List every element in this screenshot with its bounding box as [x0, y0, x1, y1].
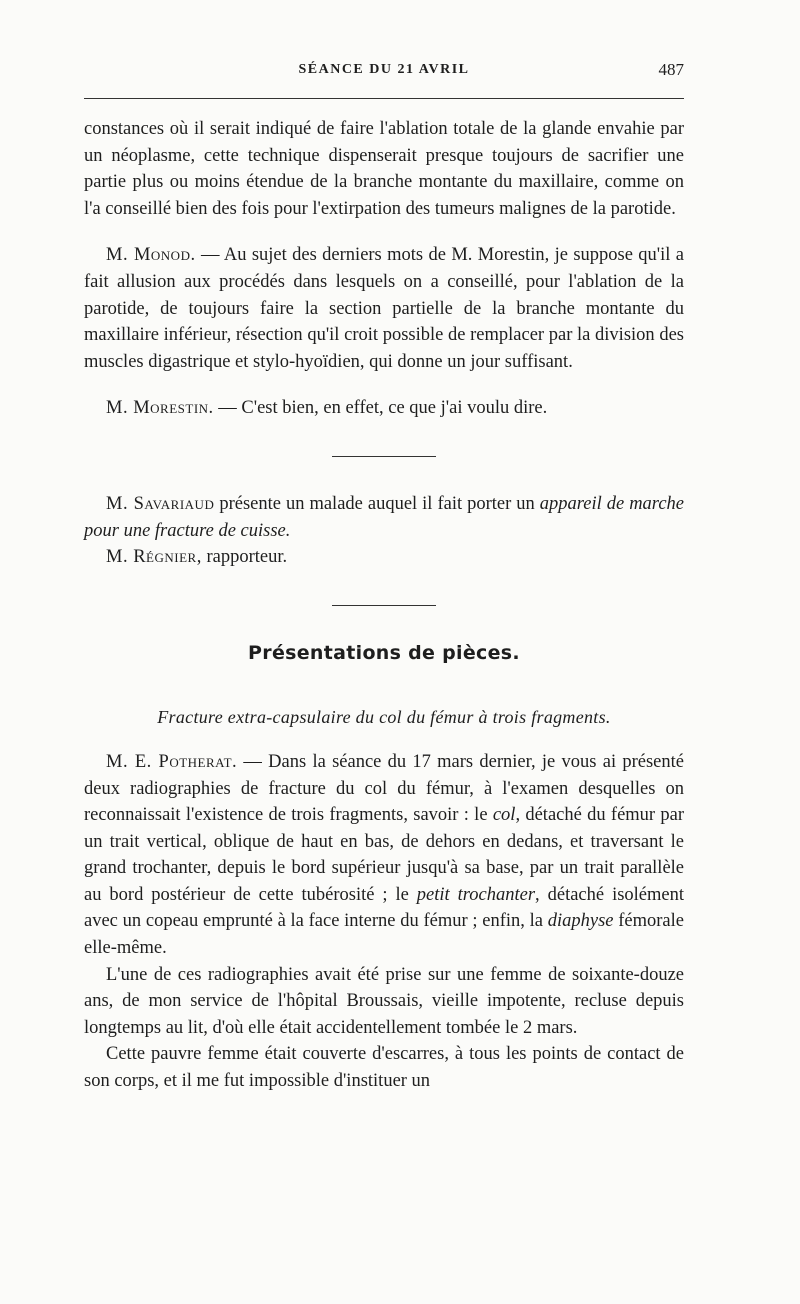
potherat-text-4: fémorale elle-même. — [84, 911, 684, 959]
savariaud-text: présente un malade auquel il fait porter un — [214, 493, 540, 514]
header-rule — [84, 98, 684, 99]
regnier-text: rapporteur. — [201, 547, 288, 568]
monod-text: — Au sujet des derniers mots de M. Morestin, je suppose qu'il a fait allusion aux procédés dans lesquels on a conseillé, pour l'ablation de la parotide, de toujours faire la section partielle de la branche montante du maxillaire inférieur, résection qu'il croit possible de remplacer par la division des muscles digastrique et stylo-hyoïdien, qui donne un jour suffisant. — [84, 245, 685, 372]
running-title: SÉANCE DU 21 AVRIL — [298, 62, 470, 77]
speaker-monod: M. Monod. — [106, 245, 196, 266]
separator-rule — [332, 605, 436, 606]
potherat-italic-col: col — [492, 805, 516, 826]
paragraph-cette: Cette pauvre femme était couverte d'escarres, à tous les points de contact de son corps, et il me fut impossible d'instituer un — [84, 1044, 684, 1092]
paragraph-continuation: constances où il serait indiqué de faire l'ablation totale de la glande envahie par un néoplasme, cette technique dispenserait presque toujours de sacrifier une partie plus ou moins étendue de la branche montante du maxillaire, comme on l'a conseillé bien des fois pour l'extirpation des tumeurs malignes de la parotide. — [84, 119, 684, 219]
paragraph-regnier — [84, 544, 684, 571]
page-header — [84, 62, 684, 84]
body-text — [84, 116, 684, 1095]
section-title: Présentations de pièces. — [248, 641, 520, 664]
speaker-morestin: M. Morestin. — [106, 398, 214, 419]
savariaud-italic: appareil de marche pour une fracture de cuisse. — [84, 493, 684, 541]
paragraph-potherat — [84, 749, 684, 962]
paragraph-morestin — [84, 395, 684, 422]
paragraph-savariaud — [84, 491, 684, 544]
potherat-text-3: , détaché isolément avec un copeau emprunté à la face interne du fémur ; enfin, la — [84, 884, 684, 932]
speaker-savariaud: M. Savariaud — [106, 493, 215, 514]
section-subtitle: Fracture extra-capsulaire du col du fémur à trois fragments. — [157, 707, 611, 728]
potherat-text-2: , détaché du fémur par un trait vertical, oblique de haut en bas, de dehors en dedans, et traversant le grand trochanter, depuis le bord supérieur jusqu'à sa base, par un trait parallèle au bord postérieur de cette tubérosité ; le — [84, 805, 684, 905]
page-number: 487 — [658, 60, 684, 79]
potherat-text-1: — Dans la séance du 17 mars dernier, je vous ai présenté deux radiographies de fracture du col du fémur, à l'examen desquelles on reconnaissait l'existence de trois fragments, savoir : le — [84, 751, 684, 826]
paragraph-une: L'une de ces radiographies avait été prise sur une femme de soixante-douze ans, de mon service de l'hôpital Broussais, vieille impotente, recluse depuis longtemps au lit, d'où elle était accidentellement tombée le 2 mars. — [84, 964, 684, 1038]
morestin-text: — C'est bien, en effet, ce que j'ai voulu dire. — [213, 398, 548, 419]
separator-rule — [332, 456, 436, 457]
speaker-regnier: M. Régnier, — [106, 547, 202, 568]
speaker-potherat: M. E. Potherat. — [106, 751, 238, 772]
potherat-italic-trochanter: petit trochanter — [416, 884, 536, 905]
paragraph-monod — [84, 242, 684, 375]
potherat-italic-diaphyse: diaphyse — [547, 911, 614, 932]
